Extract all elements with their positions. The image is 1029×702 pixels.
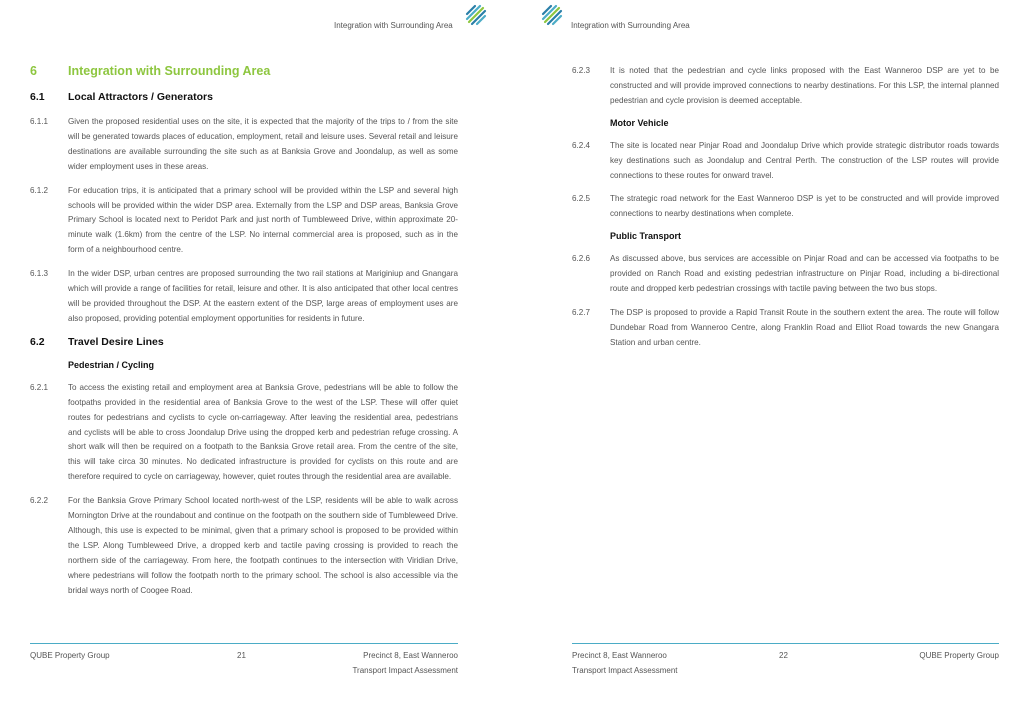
left-body (30, 64, 458, 607)
paragraph-text: The DSP is proposed to provide a Rapid Transit Route in the southern extent the area. The route will follow Dundebar Road from Wanneroo Centre, along Franklin Road and Elliot Road towards the new Gnangara Station and urban centre. (610, 307, 999, 347)
paragraph-number: 6.2.4 (572, 140, 591, 150)
section-heading (30, 64, 458, 78)
subsection-heading (30, 91, 458, 103)
paragraph-6-2-6 (572, 252, 999, 297)
paragraph-text: The strategic road network for the East Wanneroo DSP is yet to be constructed and will provide improved connections to nearby destinations when complete. (610, 194, 999, 219)
footer-project-line2: Transport Impact Assessment (572, 666, 678, 675)
footer-project (352, 648, 458, 678)
paragraph-number: 6.2.1 (30, 382, 49, 392)
footer-rule (572, 643, 999, 644)
footer-company: QUBE Property Group (30, 651, 110, 660)
subsection-number: 6.1 (30, 91, 45, 103)
paragraph-text: For education trips, it is anticipated that a primary school will be provided within the LSP and several high schools will be provided within the wider DSP area. Externally from the LSP and DSP areas, Banksia Grove Primary School is located next to Peridot Park and just north of Tumbleweed Drive, within approximate 20-minute walk (1.6km) from the centre of the LSP. No internal commercial area is proposed, such as in the form of a neighbourhood centre. (68, 185, 458, 255)
paragraph-6-2-3 (572, 64, 999, 109)
footer-company: QUBE Property Group (919, 651, 999, 660)
paragraph-number: 6.2.6 (572, 254, 591, 264)
section-number: 6 (30, 64, 37, 78)
paragraph-number: 6.2.5 (572, 194, 591, 204)
motor-vehicle-heading: Motor Vehicle (610, 117, 669, 128)
logo-icon (464, 3, 488, 27)
paragraph-6-2-1 (30, 381, 458, 485)
logo-icon (540, 3, 564, 27)
paragraph-6-1-3 (30, 267, 458, 327)
footer-rule (30, 643, 458, 644)
subsection-number: 6.2 (30, 335, 45, 348)
paragraph-number: 6.1.2 (30, 185, 49, 195)
footer-page-number: 22 (779, 651, 788, 660)
paragraph-text: For the Banksia Grove Primary School located north-west of the LSP, residents will be able to walk across Mornington Drive at the roundabout and continue on the footpath on the southern side of Tumbleweed Drive. Although, this use is expected to be minimal, given that a primary school is proposed to be provided within the LSP. Along Tumbleweed Drive, a dropped kerb and tactile paving crossing is provided to reach the northern side of the carriageway. From here, the footpath continues to the intersection with Viridian Drive, where pedestrians will follow the footpath north to the primary school. The school is also accessible via the bridal ways north of Coogee Road. (68, 496, 458, 595)
paragraph-6-2-2 (30, 494, 458, 598)
paragraph-text: The site is located near Pinjar Road and Joondalup Drive which provide strategic distributor roads towards key destinations such as Joondalup and Central Perth. The construction of the LSP routes will provide connections to these routes for onward travel. (610, 140, 999, 180)
paragraph-number: 6.2.3 (572, 66, 591, 75)
paragraph-6-1-1 (30, 115, 458, 175)
paragraph-text: In the wider DSP, urban centres are proposed surrounding the two rail stations at Mariginiup and Gnangara which will provide a range of facilities for retail, leisure and other. It is also anticipated that other local centres will be provided throughout the DSP. At the eastern extent of the DSP, large areas of employment uses are also proposed, providing potential employment opportunities for residents in future. (68, 269, 458, 323)
right-body (572, 64, 999, 360)
header-title: Integration with Surrounding Area (334, 21, 453, 30)
pedestrian-cycling-heading: Pedestrian / Cycling (68, 359, 155, 370)
footer-project-line1: Precinct 8, East Wanneroo (572, 651, 667, 660)
subsection-heading (30, 336, 458, 348)
paragraph-number: 6.1.1 (30, 117, 49, 126)
public-transport-heading: Public Transport (610, 231, 682, 242)
paragraph-number: 6.2.7 (572, 307, 591, 317)
footer-project-line1: Precinct 8, East Wanneroo (363, 651, 458, 660)
subsection-title: Travel Desire Lines (68, 335, 164, 348)
paragraph-text: It is noted that the pedestrian and cycle links proposed with the East Wanneroo DSP are yet to be constructed and will provide improved connections to nearby destinations. For this LSP, the internal planned pedestrian and cycle provision is deemed acceptable. (610, 66, 999, 105)
paragraph-text: Given the proposed residential uses on the site, it is expected that the majority of the trips to / from the site will be generated towards places of education, employment, retail and leisure uses. Several retail and leisure destinations are available surrounding the site such as at Banksia Grove and Joondalup, as well as some wider employment uses in these areas. (68, 117, 458, 171)
paragraph-number: 6.1.3 (30, 269, 49, 279)
paragraph-text: As discussed above, bus services are accessible on Pinjar Road and can be accessed via footpaths to be provided on Ranch Road and existing pedestrian infrastructure on Pinjar Road, including a bi-directional route and dropped kerb pedestrian crossings with tactile paving between the two bus stops. (610, 254, 999, 294)
right-page (514, 0, 1029, 702)
paragraph-text: To access the existing retail and employment area at Banksia Grove, pedestrians will be able to follow the footpaths provided in the residential area of Banksia Grove to the west of the LSP. These will offer quiet routes for pedestrians and cyclists to cycle on-carriageway. After leaving the residential area, pedestrians and cyclists will be able to cross Joondalup Drive using the dropped kerb and pedestrian refuge crossing. A short walk will then be required on a footpath to the Banksia Grove retail area. From the centre of the site, this will take circa 30 minutes. No dedicated infrastructure is provided for cyclists on this route and are therefore required to cycle on carriageway, however, quiet routes through the residential area are available. (68, 382, 458, 482)
subsection-title: Local Attractors / Generators (68, 91, 213, 103)
footer-project (572, 648, 678, 678)
header-title: Integration with Surrounding Area (571, 21, 690, 30)
section-title: Integration with Surrounding Area (68, 64, 271, 78)
footer-page-number: 21 (237, 651, 246, 660)
paragraph-6-2-5 (572, 192, 999, 222)
paragraph-6-2-4 (572, 139, 999, 184)
footer-project-line2: Transport Impact Assessment (352, 666, 458, 675)
paragraph-number: 6.2.2 (30, 496, 49, 506)
paragraph-6-1-2 (30, 184, 458, 259)
paragraph-6-2-7 (572, 306, 999, 351)
